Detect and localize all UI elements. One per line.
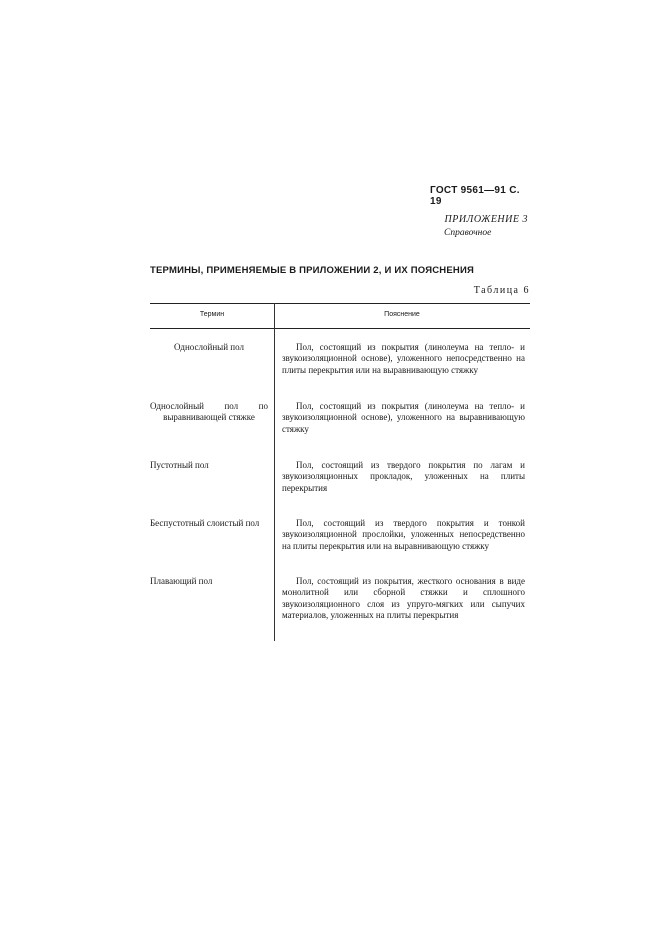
page-header-standard-ref: ГОСТ 9561—91 С. 19	[430, 185, 520, 207]
table-header-rule	[150, 328, 530, 329]
table-row-explanation: Пол, состоящий из покрытия (линолеума на тепло- и звукоизоляционной основе), уложенного на выравнивающую стяжку	[282, 401, 525, 434]
table-top-rule	[150, 303, 530, 304]
table-row-explanation: Пол, состоящий из твердого покрытия и тонкой звукоизоляционной прослойки, уложенных непосредственно на плиты перекрытия или на выравнивающую стяжку	[282, 518, 525, 551]
table-row-term: Пустотный пол	[150, 460, 209, 470]
document-title: ТЕРМИНЫ, ПРИМЕНЯЕМЫЕ В ПРИЛОЖЕНИИ 2, И ИХ ПОЯСНЕНИЯ	[150, 265, 475, 276]
table-row-term: Однослойный пол по выравнивающей стяжке	[150, 401, 268, 422]
table-row-term: Однослойный пол	[174, 342, 244, 352]
table-row-explanation: Пол, состоящий из покрытия (линолеума на тепло- и звукоизоляционной основе), уложенного непосредственно на плиты перекрытия или на выравнивающую стяжку	[282, 342, 525, 375]
appendix-title: ПРИЛОЖЕНИЕ 3	[444, 214, 528, 225]
column-header-explanation: Пояснение	[384, 311, 420, 318]
table-label: Таблица 6	[473, 285, 530, 296]
table-row-explanation: Пол, состоящий из твердого покрытия по лагам и звукоизоляционных прокладок, уложенных на плиты перекрытия	[282, 460, 525, 493]
table-row-term: Плавающий пол	[150, 576, 213, 586]
appendix-type: Справочное	[444, 228, 492, 238]
table-row-explanation: Пол, состоящий из покрытия, жесткого основания в виде монолитной или сборной стяжки и сплошного звукоизоляционного слоя из упруго-мягких или сыпучих материалов, уложенных на плиты перекрытия	[282, 576, 525, 620]
table-row-term: Беспустотный слоистый пол	[150, 518, 260, 528]
column-header-term: Термин	[199, 311, 225, 318]
table-column-separator	[274, 303, 275, 641]
